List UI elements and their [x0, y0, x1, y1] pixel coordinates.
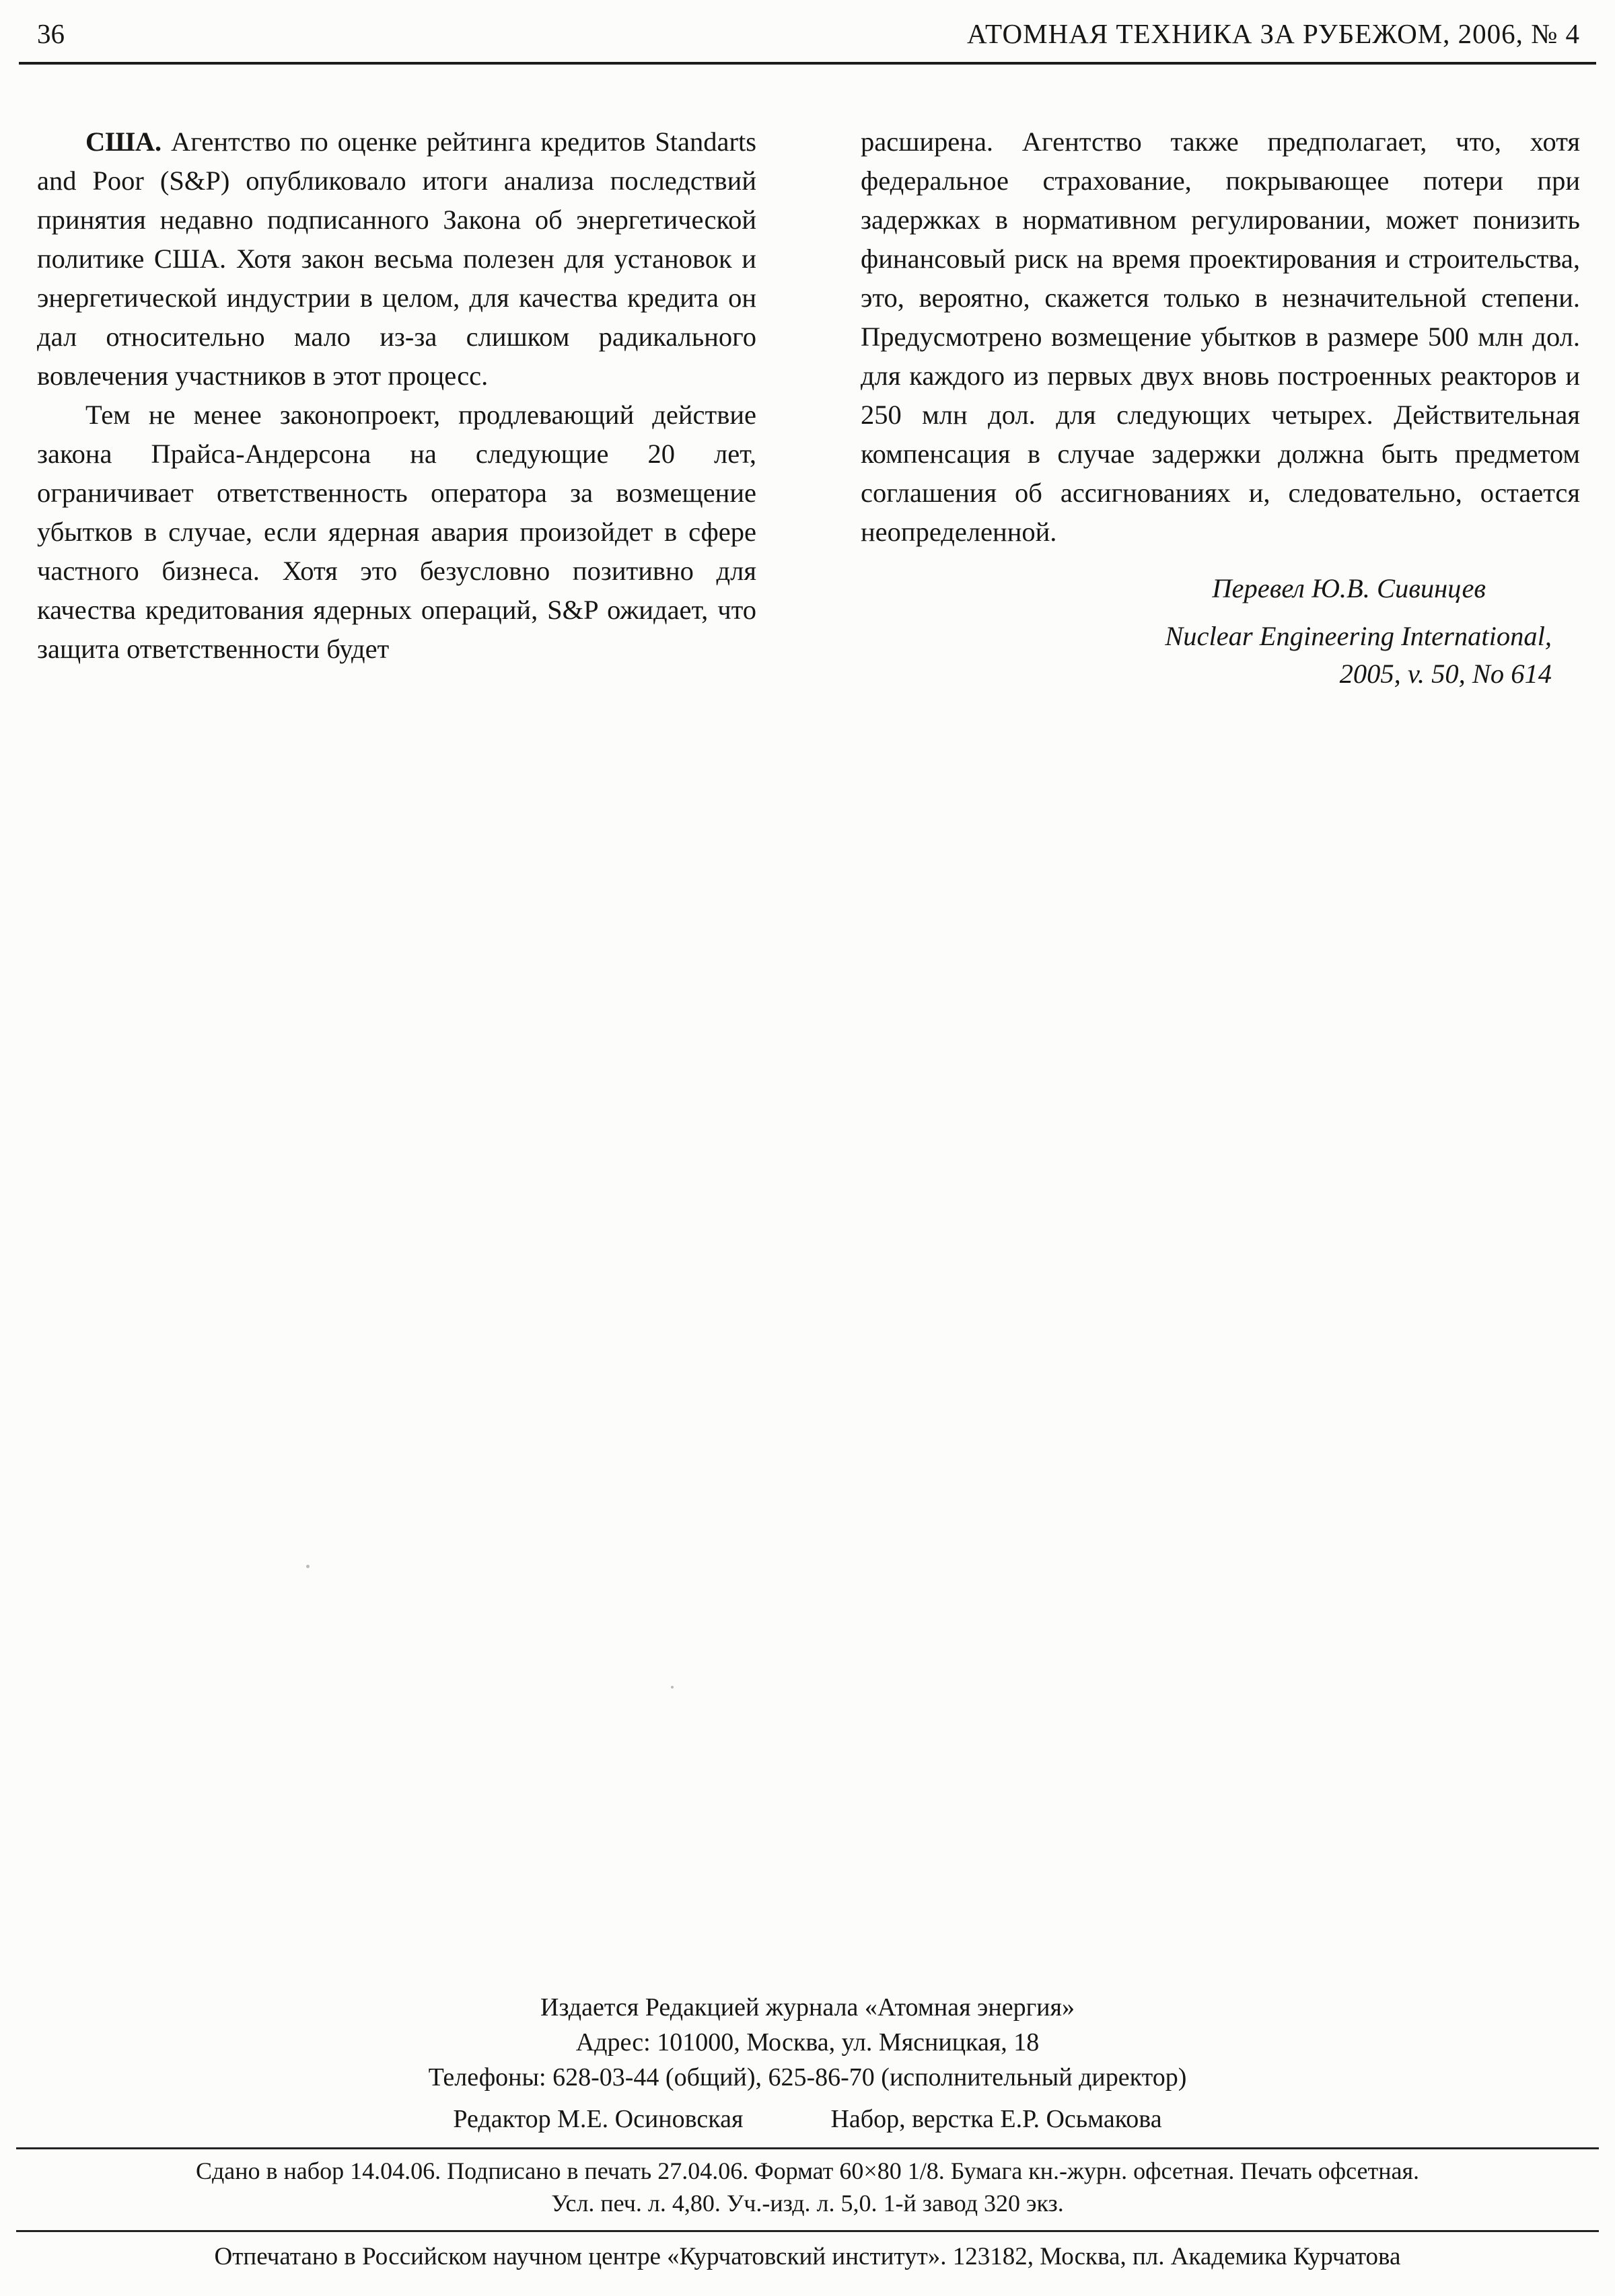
journal-title: АТОМНАЯ ТЕХНИКА ЗА РУБЕЖОМ, 2006, № 4	[967, 18, 1580, 49]
imprint-phones: Телефоны: 628-03-44 (общий), 625-86-70 (исполнительный директор)	[428, 2063, 1187, 2091]
imprint-print-info-1: Сдано в набор 14.04.06. Подписано в печать 27.04.06. Формат 60×80 1/8. Бумага кн.-журн. офсетная. Печать офсетная.	[195, 2157, 1420, 2184]
page-number: 36	[37, 18, 65, 49]
article-body	[37, 122, 1580, 693]
scan-speck	[306, 1565, 310, 1568]
paragraph-2: Тем не менее законопроект, продлевающий действие закона Прайса-Андерсона на следующие 20 лет, ограничивает ответственность оператора за возмещение убытков в случае, если ядерная авария произойдет в сфере частного бизнеса. Хотя это безусловно позитивно для качества кредитования ядерных операций, S&P ожидает, что защита ответственности будет	[37, 400, 756, 664]
imprint-rule-top	[16, 2147, 1599, 2149]
imprint-editor: Редактор М.Е. Осиновская	[453, 2105, 744, 2133]
scan-speck	[671, 1686, 674, 1689]
imprint-print-info-2: Усл. печ. л. 4,80. Уч.-изд. л. 5,0. 1-й завод 320 экз.	[551, 2190, 1064, 2217]
imprint-address: Адрес: 101000, Москва, ул. Мясницкая, 18	[575, 2028, 1040, 2057]
imprint-printed-at: Отпечатано в Российском научном центре «Курчатовский институт». 123182, Москва, пл. Академика Курчатова	[214, 2243, 1401, 2270]
header-rule	[19, 62, 1596, 65]
paragraph-1	[37, 122, 756, 396]
page-header	[37, 17, 1580, 50]
paragraph-3: расширена. Агентство также предполагает, что, хотя федеральное страхование, покрывающее потери при задержках в нормативном регулировании, может понизить финансовый риск на время проектирования и строительства, это, вероятно, скажется только в незначительной степени. Предусмотрено возмещение убытков в размере 500 млн дол. для каждого из первых двух вновь построенных реакторов и 250 млн дол. для следующих четырех. Действительная компенсация в случае задержки должна быть предметом соглашения об ассигнованиях и, следовательно, остается неопределенной.	[861, 126, 1580, 547]
imprint-footer	[0, 1990, 1615, 2274]
column-left	[37, 122, 756, 693]
paragraph-1-text: Агентство по оценке рейтинга кредитов Standarts and Poor (S&P) опубликовало итоги анализа последствий принятия недавно подписанного Закона об энергетической политике США. Хотя закон весьма полезен для установок и энергетической индустрии в целом, для качества кредита он дал относительно мало из-за слишком радикального вовлечения участников в этот процесс.	[37, 126, 757, 391]
translator-credit: Перевел Ю.В. Сивинцев	[1212, 573, 1486, 603]
imprint-staff-row	[0, 2102, 1615, 2137]
imprint-publisher: Издается Редакцией журнала «Атомная энергия»	[540, 1993, 1075, 2022]
country-lead: США.	[85, 126, 162, 157]
source-citation-line-1: Nuclear Engineering International,	[1165, 621, 1552, 651]
source-citation-line-2: 2005, v. 50, No 614	[1339, 659, 1552, 689]
column-right	[861, 122, 1580, 693]
imprint-rule-bottom	[16, 2230, 1599, 2232]
imprint-typesetting: Набор, верстка Е.Р. Осьмакова	[830, 2105, 1162, 2133]
source-citation	[861, 618, 1580, 693]
